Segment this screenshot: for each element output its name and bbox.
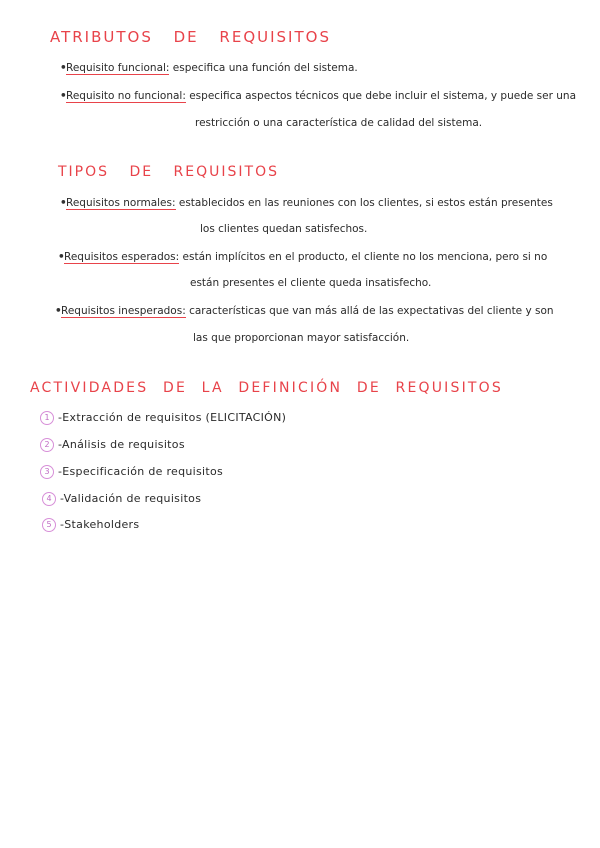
- bullet-icon: •: [58, 251, 65, 263]
- term-description: características que van más allá de las expectativas del cliente y son: [189, 305, 554, 317]
- list-item: [60, 190, 553, 216]
- term-description: establecidos en las reuniones con los clientes, si estos están presentes: [178, 197, 553, 209]
- term-description: especifica una función del sistema.: [172, 62, 358, 74]
- bullet-icon: •: [60, 90, 67, 102]
- bullet-icon: •: [60, 197, 67, 209]
- number-circle-icon: 5: [42, 518, 56, 532]
- term-description-cont: las que proporcionan mayor satisfacción.: [193, 332, 410, 344]
- heading-atributos: ATRIBUTOS DE REQUISITOS: [50, 28, 331, 46]
- term-label: Requisito no funcional:: [66, 90, 186, 102]
- term-description: están implícitos en el producto, el cliente no los menciona, pero si no: [182, 251, 548, 263]
- number-circle-icon: 2: [40, 438, 54, 452]
- term-label: Requisitos inesperados:: [61, 305, 186, 317]
- activity-label: -Extracción de requisitos (ELICITACIÓN): [58, 411, 287, 424]
- list-item: [58, 244, 547, 270]
- list-item: [55, 298, 554, 324]
- list-item: [40, 409, 286, 427]
- bullet-icon: •: [60, 62, 67, 74]
- heading-tipos: TIPOS DE REQUISITOS: [58, 164, 279, 180]
- list-item: [42, 490, 201, 508]
- list-item: [40, 463, 223, 481]
- list-item: [60, 55, 358, 81]
- term-description-cont: restricción o una característica de calidad del sistema.: [195, 117, 483, 129]
- activity-label: -Stakeholders: [60, 518, 140, 531]
- term-label: Requisito funcional:: [66, 62, 170, 74]
- activity-label: -Análisis de requisitos: [58, 438, 185, 451]
- list-item: [60, 83, 576, 109]
- number-circle-icon: 1: [40, 411, 54, 425]
- list-item: [40, 436, 185, 454]
- term-label: Requisitos normales:: [66, 197, 176, 209]
- number-circle-icon: 4: [42, 492, 56, 506]
- bullet-icon: •: [55, 305, 62, 317]
- activity-label: -Validación de requisitos: [60, 492, 202, 505]
- list-item: [42, 516, 139, 534]
- activity-label: -Especificación de requisitos: [58, 465, 224, 478]
- term-description-cont: los clientes quedan satisfechos.: [200, 223, 368, 235]
- term-description-cont: están presentes el cliente queda insatisfecho.: [190, 277, 432, 289]
- number-circle-icon: 3: [40, 465, 54, 479]
- term-label: Requisitos esperados:: [64, 251, 180, 263]
- term-description: especifica aspectos técnicos que debe incluir el sistema, y puede ser una: [189, 90, 577, 102]
- heading-actividades: ACTIVIDADES DE LA DEFINICIÓN DE REQUISITOS: [30, 380, 503, 396]
